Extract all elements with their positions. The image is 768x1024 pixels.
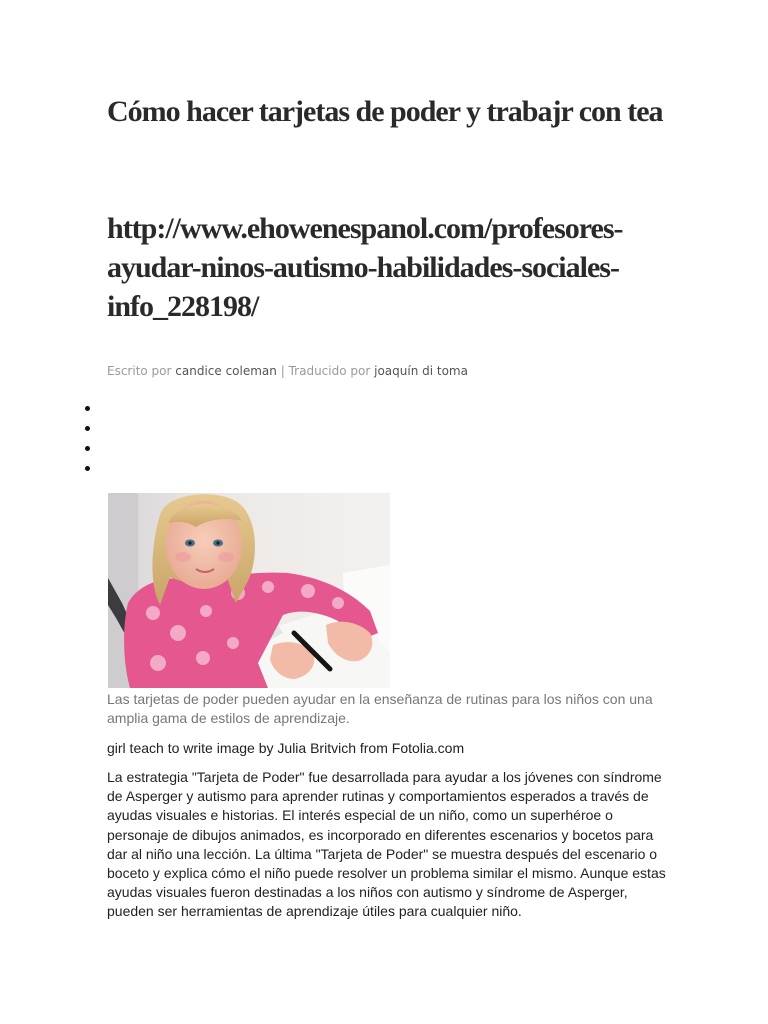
byline-separator: |: [280, 364, 285, 378]
photo-girl-writing-icon: [108, 493, 390, 688]
translated-by-label: Traducido por: [288, 364, 371, 378]
bullet-icon: [85, 466, 90, 471]
bullet-icon: [85, 406, 90, 411]
author-link[interactable]: candice coleman: [175, 364, 277, 378]
written-by-label: Escrito por: [107, 364, 172, 378]
source-url-heading[interactable]: http://www.ehowenespanol.com/profesores-ayudar-ninos-autismo-habilidades-sociales-info_228198/: [107, 212, 623, 323]
image-caption: Las tarjetas de poder pueden ayudar en la enseñanza de rutinas para los niños con una amplia gama de estilos de aprendizaje.: [107, 691, 653, 726]
byline: [107, 364, 468, 378]
bullet-icon: [85, 446, 90, 451]
image-credit: girl teach to write image by Julia Britvich from Fotolia.com: [107, 740, 465, 756]
bullet-icon: [85, 426, 90, 431]
body-paragraph: La estrategia "Tarjeta de Poder" fue desarrollada para ayudar a los jóvenes con síndrome de Asperger y autismo para aprender rutinas y comportamientos esperados a través de ayudas visuales e historias. El interés especial de un niño, como un superhéroe o personaje de dibujos animados, es incorporado en diferentes escenarios y bocetos para dar al niño una lección. La última "Tarjeta de Poder" se muestra después del escenario o boceto y explica cómo el niño puede resolver un problema similar el mismo. Aunque estas ayudas visuales fueron destinadas a los niños con autismo y síndrome de Asperger, pueden ser herramientas de aprendizaje útiles para cualquier niño.: [107, 769, 666, 920]
article-title: Cómo hacer tarjetas de poder y trabajr con tea: [107, 95, 663, 128]
translator-link[interactable]: joaquín di toma: [374, 364, 468, 378]
